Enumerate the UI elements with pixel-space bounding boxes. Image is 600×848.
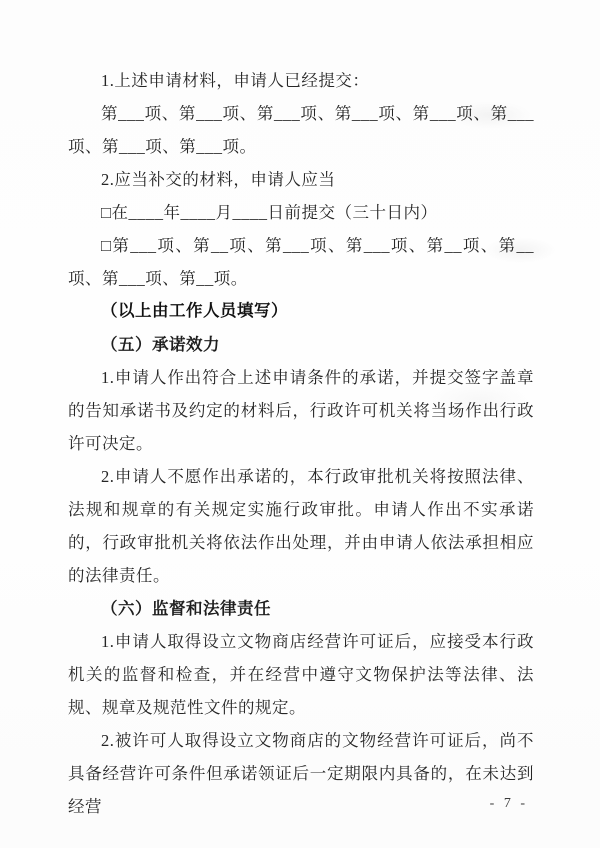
document-body bbox=[68, 64, 534, 823]
section-heading-promise-effect: （五）承诺效力 bbox=[101, 335, 220, 354]
paragraph-supervision-1: 1.申请人取得设立文物商店经营许可证后，应接受本行政机关的监督和检查，并在经营中遵守文物保护法等法律、法规、规章及规范性文件的规定。 bbox=[68, 632, 534, 717]
paragraph-materials-submitted-intro: 1.上述申请材料，申请人已经提交： bbox=[101, 71, 370, 90]
paragraph-supplement-materials-intro: 2.应当补交的材料，申请人应当 bbox=[101, 170, 336, 189]
paragraph-submitted-item-blanks: 第___项、第___项、第___项、第___项、第___项、第___项、第___项、第___项。 bbox=[68, 104, 534, 156]
paragraph-item-checkbox-option: □第___项、第__项、第___项、第___项、第__项、第__项、第___项、第__项。 bbox=[68, 236, 534, 288]
paragraph-supervision-2: 2.被许可人取得设立文物商店的文物经营许可证后，尚不具备经营许可条件但承诺领证后一定期限内具备的，在未达到经营 bbox=[68, 731, 534, 816]
section-heading-supervision-liability: （六）监督和法律责任 bbox=[101, 599, 271, 618]
paragraph-deadline-checkbox-option: □在____年____月____日前提交（三十日内） bbox=[101, 203, 438, 222]
page-number: - 7 - bbox=[489, 796, 528, 811]
paragraph-promise-effect-1: 1.申请人作出符合上述申请条件的承诺，并提交签字盖章的告知承诺书及约定的材料后，行政许可机关将当场作出行政许可决定。 bbox=[68, 368, 534, 453]
note-staff-fill-in: （以上由工作人员填写） bbox=[101, 302, 288, 320]
paragraph-promise-effect-2: 2.申请人不愿作出承诺的，本行政审批机关将按照法律、法规和规章的有关规定实施行政审批。申请人作出不实承诺的，行政审批机关将依法作出处理，并由申请人依法承担相应的法律责任。 bbox=[68, 467, 534, 585]
